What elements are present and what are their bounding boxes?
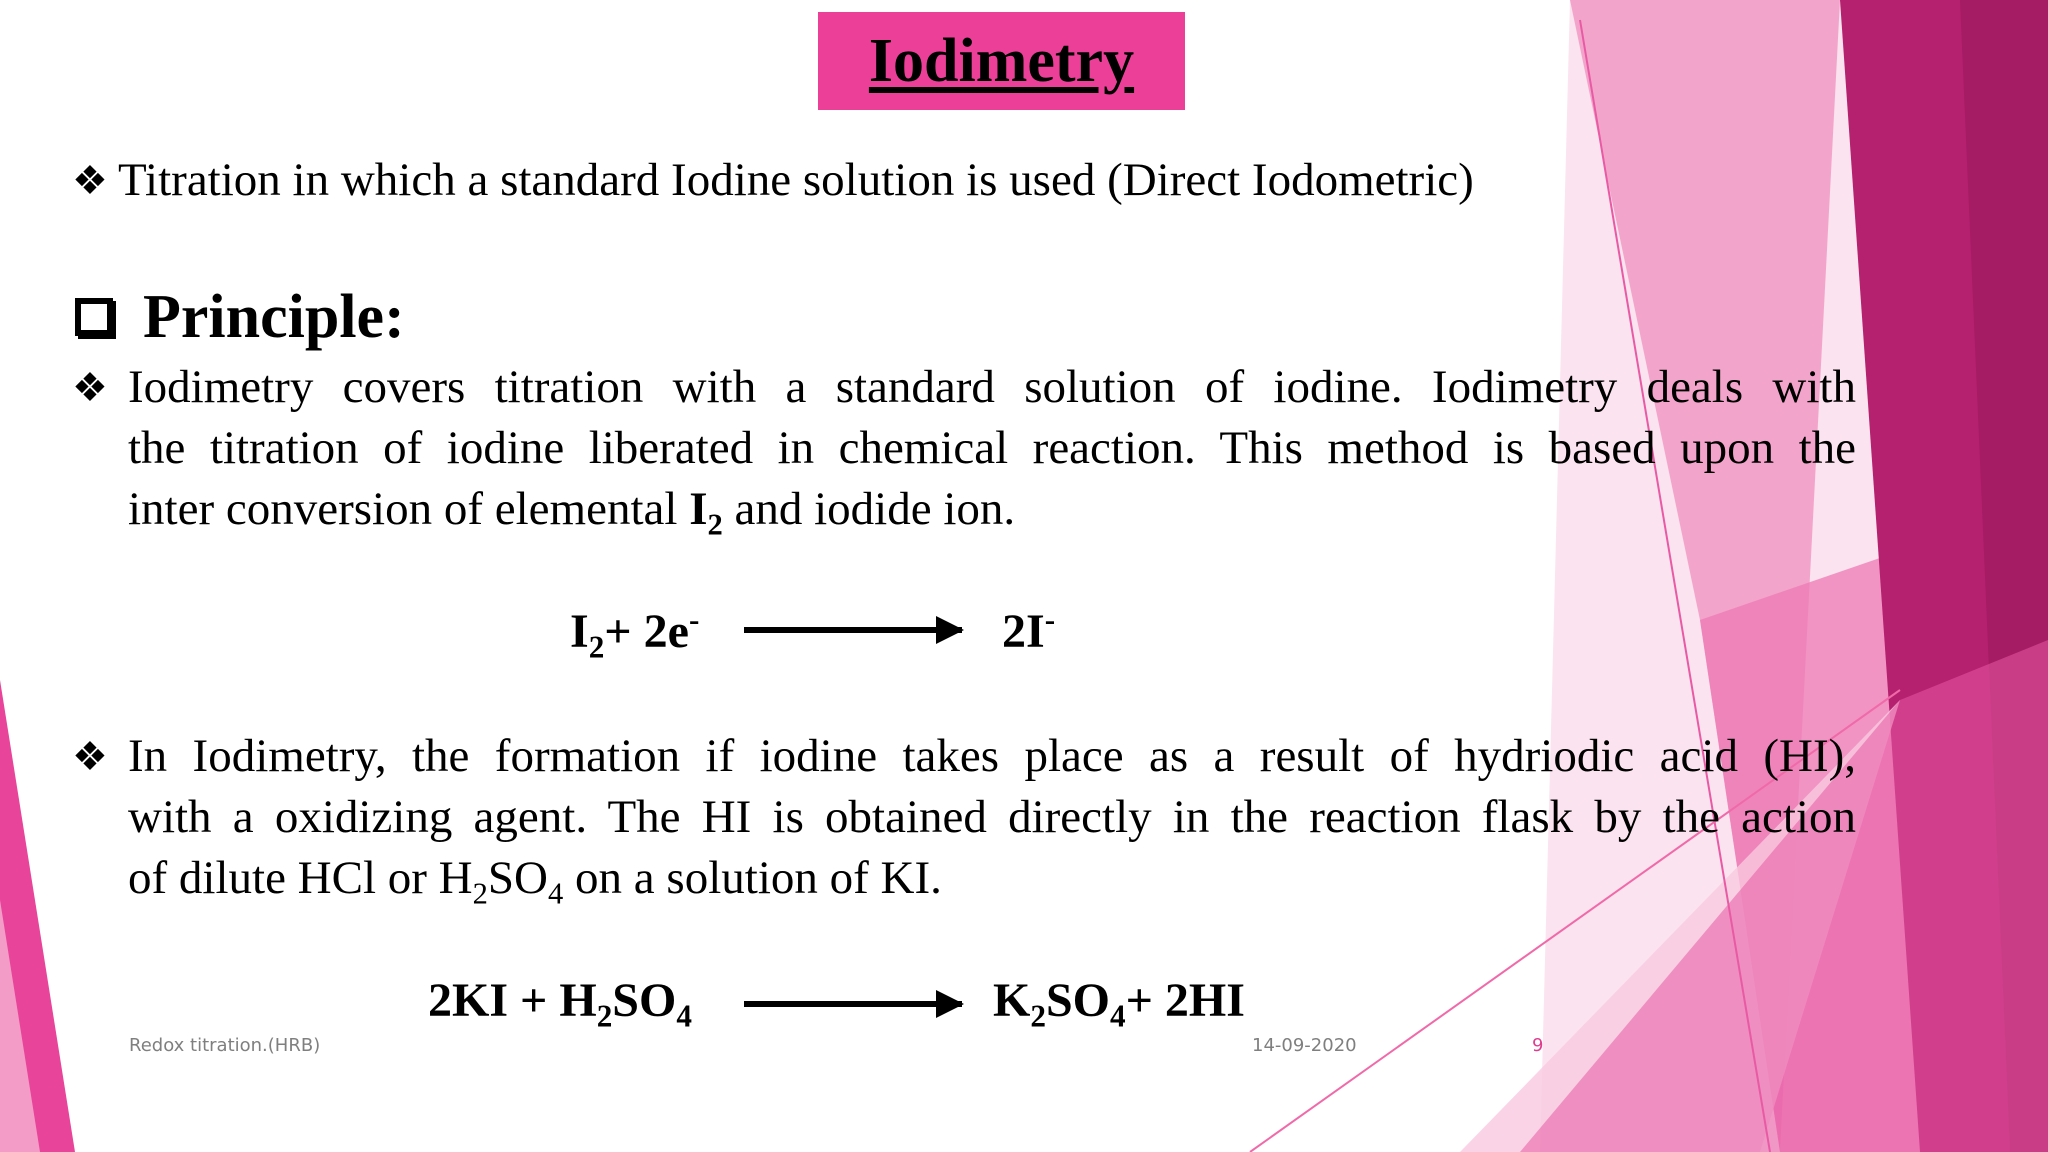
footer-date: 14-09-2020 (1252, 1035, 1357, 1056)
reaction-arrow-icon (744, 1001, 962, 1007)
page-number: 9 (1532, 1035, 1544, 1056)
checkbox-bullet-icon (75, 298, 113, 336)
paragraph1-line3-end: and iodide ion. (722, 483, 1016, 535)
iodine-formula: $I_2$ (689, 483, 723, 542)
paragraph1-line3-start: inter conversion of elemental (128, 483, 690, 535)
diamond-bullet-icon: ❖ (72, 158, 108, 203)
principle-heading: Principle: (143, 283, 405, 351)
equation1-right: 2I- (1002, 602, 1056, 658)
equation2-left: $2KI + H_2SO_4$ (428, 974, 692, 1034)
paragraph1-line3 (128, 479, 1015, 540)
title-banner (818, 12, 1185, 110)
diamond-bullet-icon: ❖ (72, 365, 108, 410)
equation2-right: $K_2SO_4+ 2HI$ (993, 974, 1245, 1034)
slide-title: Iodimetry (868, 27, 1135, 95)
footer-text: Redox titration.(HRB) (129, 1035, 321, 1056)
diamond-bullet-icon: ❖ (72, 734, 108, 779)
equation1-left: $I_2+ 2e^-$ (570, 602, 700, 665)
reaction-arrow-icon (744, 627, 962, 633)
paragraph2-line3: of dilute HCl or $H_2SO_4$ on a solution of KI. (128, 852, 942, 911)
paragraph2-line1: In Iodimetry, the formation if iodine takes place as a result of hydriodic acid (HI), (128, 730, 1856, 782)
paragraph1-line1: Iodimetry covers titration with a standard solution of iodine. Iodimetry deals with (128, 361, 1856, 413)
paragraph2-line2: with a oxidizing agent. The HI is obtained directly in the reaction flask by the action (128, 791, 1856, 843)
paragraph1-line2: the titration of iodine liberated in chemical reaction. This method is based upon the (128, 422, 1856, 474)
intro-text: Titration in which a standard Iodine solution is used (Direct Iodometric) (118, 154, 1474, 206)
principle-heading-row (75, 282, 405, 352)
